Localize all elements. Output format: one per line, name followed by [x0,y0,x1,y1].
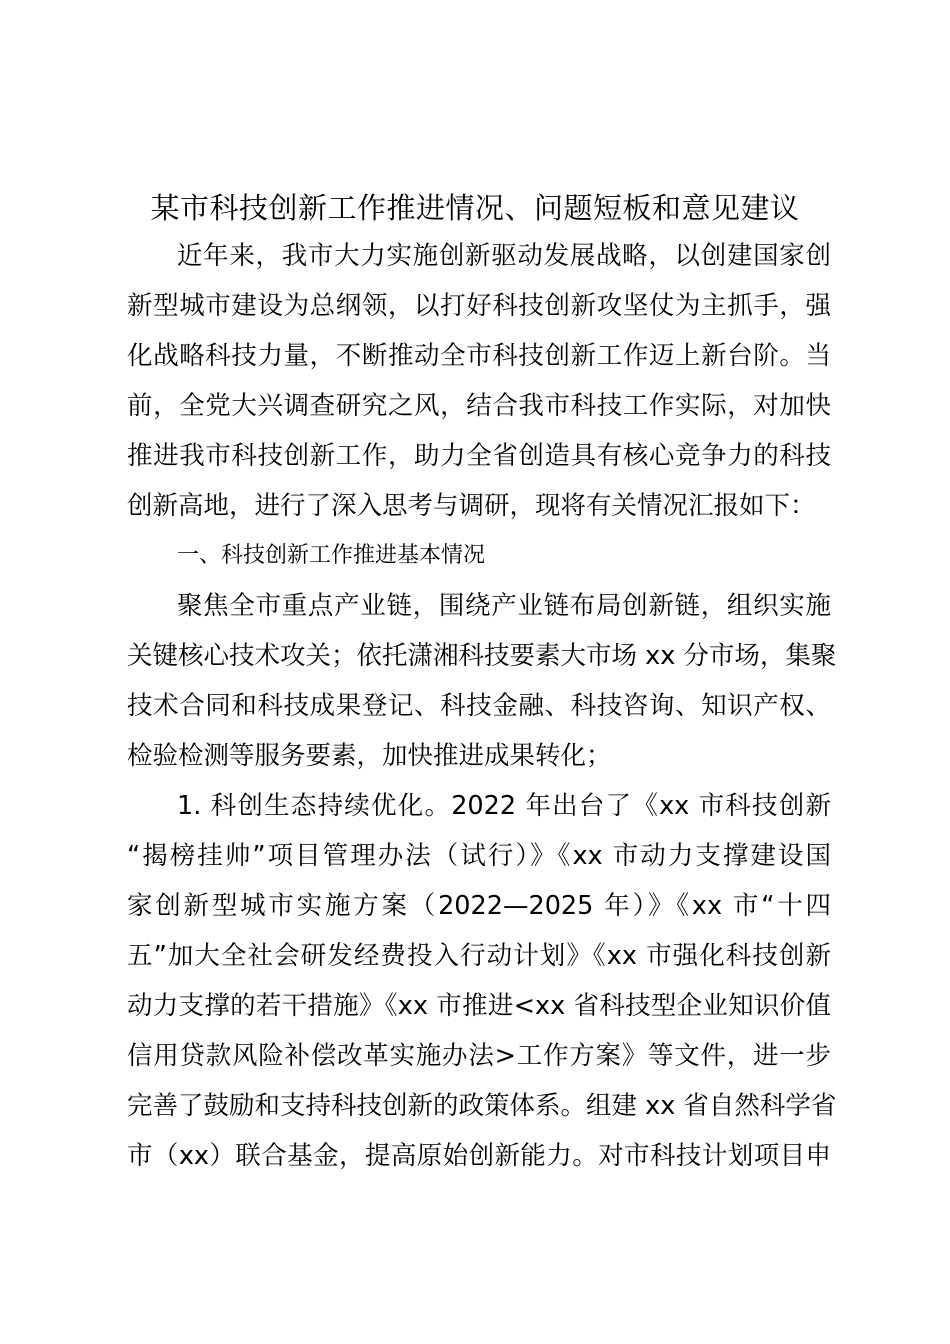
paragraph-line: 家创新型城市实施方案（2022—2025 年）》《xx 市“十四 [127,891,831,921]
paragraph-line: 化战略科技力量，不断推动全市科技创新工作迈上新台阶。当 [127,341,831,371]
paragraph-line: 关键核心技术攻关；依托潇湘科技要素大市场 xx 分市场，集聚 [127,641,837,671]
paragraph-line: 前，全党大兴调查研究之风，结合我市科技工作实际，对加快 [127,391,831,421]
paragraph-line: 1. 科创生态持续优化。2022 年出台了《xx 市科技创新 [177,791,831,821]
paragraph-line: 五”加大全社会研发经费投入行动计划》《xx 市强化科技创新 [127,941,831,971]
paragraph-line: 动力支撑的若干措施》《xx 市推进<xx 省科技型企业知识价值 [127,991,831,1021]
paragraph-line: 推进我市科技创新工作，助力全省创造具有核心竞争力的科技 [127,441,831,471]
section-heading: 一、科技创新工作推进基本情况 [177,543,486,568]
paragraph-line: 技术合同和科技成果登记、科技金融、科技咨询、知识产权、 [127,691,831,721]
document-title: 某市科技创新工作推进情况、问题短板和意见建议 [150,191,800,225]
paragraph-line: 完善了鼓励和支持科技创新的政策体系。组建 xx 省自然科学省 [127,1091,837,1121]
paragraph-line: “揭榜挂帅”项目管理办法（试行）》《xx 市动力支撑建设国 [127,841,831,871]
paragraph-line: 创新高地，进行了深入思考与调研，现将有关情况汇报如下： [127,491,816,521]
paragraph-line: 市（xx）联合基金，提高原始创新能力。对市科技计划项目申 [127,1141,831,1171]
paragraph-line: 新型城市建设为总纲领，以打好科技创新攻坚仗为主抓手，强 [127,291,831,321]
paragraph-line: 聚焦全市重点产业链，围绕产业链布局创新链，组织实施 [177,591,831,621]
paragraph-line: 近年来，我市大力实施创新驱动发展战略，以创建国家创 [177,241,831,271]
paragraph-line: 检验检测等服务要素，加快推进成果转化； [127,741,612,771]
paragraph-line: 信用贷款风险补偿改革实施办法>工作方案》等文件，进一步 [127,1041,831,1071]
